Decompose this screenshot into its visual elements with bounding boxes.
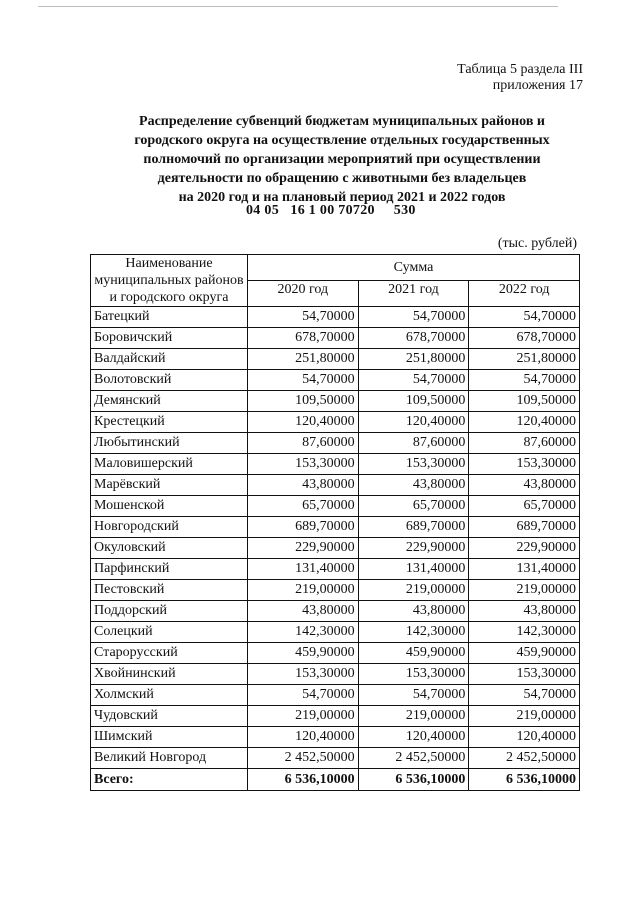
value-2022: 153,30000 [469, 454, 580, 475]
table-row [91, 706, 580, 727]
value-2022: 109,50000 [469, 391, 580, 412]
scan-edge-line [38, 6, 558, 7]
district-name: Волотовский [91, 370, 248, 391]
table-reference-line2: приложения 17 [492, 78, 583, 93]
district-name: Чудовский [91, 706, 248, 727]
value-2021: 678,70000 [358, 328, 469, 349]
value-2021: 65,70000 [358, 496, 469, 517]
table-row [91, 559, 580, 580]
value-2020: 459,90000 [248, 643, 359, 664]
value-2022: 459,90000 [469, 643, 580, 664]
district-name: Солецкий [91, 622, 248, 643]
value-2021: 153,30000 [358, 664, 469, 685]
value-2020: 131,40000 [248, 559, 359, 580]
table-row [91, 601, 580, 622]
value-2021: 229,90000 [358, 538, 469, 559]
value-2020: 109,50000 [248, 391, 359, 412]
value-2021: 43,80000 [358, 601, 469, 622]
column-header-name: Наименование муниципальных районов и городского округа [91, 255, 248, 307]
title-line: на 2020 год и на плановый период 2021 и 2022 годов [178, 190, 506, 205]
district-name: Боровичский [91, 328, 248, 349]
district-name: Поддорский [91, 601, 248, 622]
column-header-2021: 2021 год [358, 281, 469, 307]
table-row [91, 748, 580, 769]
value-2021: 689,70000 [358, 517, 469, 538]
total-2020: 6 536,10000 [248, 769, 359, 791]
value-2020: 54,70000 [248, 370, 359, 391]
value-2020: 229,90000 [248, 538, 359, 559]
column-header-2020: 2020 год [248, 281, 359, 307]
district-name: Маловишерский [91, 454, 248, 475]
value-2022: 120,40000 [469, 727, 580, 748]
value-2021: 120,40000 [358, 412, 469, 433]
value-2021: 43,80000 [358, 475, 469, 496]
value-2022: 54,70000 [469, 685, 580, 706]
district-name: Старорусский [91, 643, 248, 664]
units-label: (тыс. рублей) [497, 236, 577, 251]
table-reference-line1: Таблица 5 раздела III [457, 62, 583, 77]
district-name: Марёвский [91, 475, 248, 496]
table-row [91, 475, 580, 496]
district-name: Хвойнинский [91, 664, 248, 685]
value-2020: 43,80000 [248, 601, 359, 622]
total-2022: 6 536,10000 [469, 769, 580, 791]
value-2020: 54,70000 [248, 685, 359, 706]
value-2022: 120,40000 [469, 412, 580, 433]
value-2022: 678,70000 [469, 328, 580, 349]
value-2022: 219,00000 [469, 580, 580, 601]
district-name: Холмский [91, 685, 248, 706]
table-row [91, 580, 580, 601]
table-row [91, 433, 580, 454]
value-2021: 54,70000 [358, 307, 469, 328]
value-2022: 153,30000 [469, 664, 580, 685]
value-2021: 219,00000 [358, 706, 469, 727]
title-line: городского округа на осуществление отдельных государственных [134, 133, 550, 148]
value-2020: 251,80000 [248, 349, 359, 370]
table-row [91, 307, 580, 328]
value-2020: 120,40000 [248, 727, 359, 748]
value-2022: 229,90000 [469, 538, 580, 559]
table-row [91, 454, 580, 475]
district-name: Мошенской [91, 496, 248, 517]
column-header-2022: 2022 год [469, 281, 580, 307]
value-2022: 43,80000 [469, 475, 580, 496]
district-name: Любытинский [91, 433, 248, 454]
value-2020: 219,00000 [248, 580, 359, 601]
title-line: деятельности по обращению с животными без владельцев [157, 171, 527, 186]
table-row [91, 643, 580, 664]
value-2021: 153,30000 [358, 454, 469, 475]
value-2022: 54,70000 [469, 307, 580, 328]
district-name: Крестецкий [91, 412, 248, 433]
table-reference [457, 62, 583, 94]
budget-code: 04 05 16 1 00 70720 530 [246, 203, 416, 218]
district-name: Пестовский [91, 580, 248, 601]
table-row [91, 391, 580, 412]
value-2021: 142,30000 [358, 622, 469, 643]
table-row [91, 685, 580, 706]
value-2022: 43,80000 [469, 601, 580, 622]
district-name: Демянский [91, 391, 248, 412]
value-2020: 87,60000 [248, 433, 359, 454]
value-2021: 87,60000 [358, 433, 469, 454]
value-2022: 689,70000 [469, 517, 580, 538]
value-2020: 142,30000 [248, 622, 359, 643]
value-2020: 689,70000 [248, 517, 359, 538]
value-2022: 2 452,50000 [469, 748, 580, 769]
value-2021: 54,70000 [358, 685, 469, 706]
table-row [91, 412, 580, 433]
value-2021: 131,40000 [358, 559, 469, 580]
district-name: Великий Новгород [91, 748, 248, 769]
district-name: Окуловский [91, 538, 248, 559]
table-row [91, 349, 580, 370]
district-name: Валдайский [91, 349, 248, 370]
value-2020: 2 452,50000 [248, 748, 359, 769]
total-row [91, 769, 580, 791]
value-2022: 131,40000 [469, 559, 580, 580]
value-2022: 87,60000 [469, 433, 580, 454]
value-2021: 120,40000 [358, 727, 469, 748]
district-name: Парфинский [91, 559, 248, 580]
district-name: Батецкий [91, 307, 248, 328]
value-2020: 219,00000 [248, 706, 359, 727]
value-2021: 251,80000 [358, 349, 469, 370]
table-row [91, 328, 580, 349]
value-2020: 65,70000 [248, 496, 359, 517]
value-2020: 43,80000 [248, 475, 359, 496]
table-row [91, 622, 580, 643]
table-row [91, 496, 580, 517]
value-2022: 65,70000 [469, 496, 580, 517]
value-2020: 153,30000 [248, 664, 359, 685]
value-2021: 2 452,50000 [358, 748, 469, 769]
table-row [91, 370, 580, 391]
table-row [91, 517, 580, 538]
title-line: полномочий по организации мероприятий при осуществлении [143, 152, 541, 167]
value-2021: 459,90000 [358, 643, 469, 664]
value-2022: 251,80000 [469, 349, 580, 370]
value-2021: 54,70000 [358, 370, 469, 391]
value-2021: 109,50000 [358, 391, 469, 412]
document-title [92, 112, 592, 207]
column-header-sum: Сумма [248, 255, 580, 281]
value-2021: 219,00000 [358, 580, 469, 601]
table-row [91, 664, 580, 685]
subvention-table [90, 254, 580, 791]
value-2020: 678,70000 [248, 328, 359, 349]
district-name: Шимский [91, 727, 248, 748]
table-row [91, 538, 580, 559]
district-name: Новгородский [91, 517, 248, 538]
title-line: Распределение субвенций бюджетам муниципальных районов и [139, 114, 545, 129]
value-2022: 219,00000 [469, 706, 580, 727]
value-2022: 54,70000 [469, 370, 580, 391]
table-row [91, 727, 580, 748]
value-2020: 120,40000 [248, 412, 359, 433]
value-2020: 54,70000 [248, 307, 359, 328]
total-label: Всего: [91, 769, 248, 791]
value-2022: 142,30000 [469, 622, 580, 643]
total-2021: 6 536,10000 [358, 769, 469, 791]
value-2020: 153,30000 [248, 454, 359, 475]
